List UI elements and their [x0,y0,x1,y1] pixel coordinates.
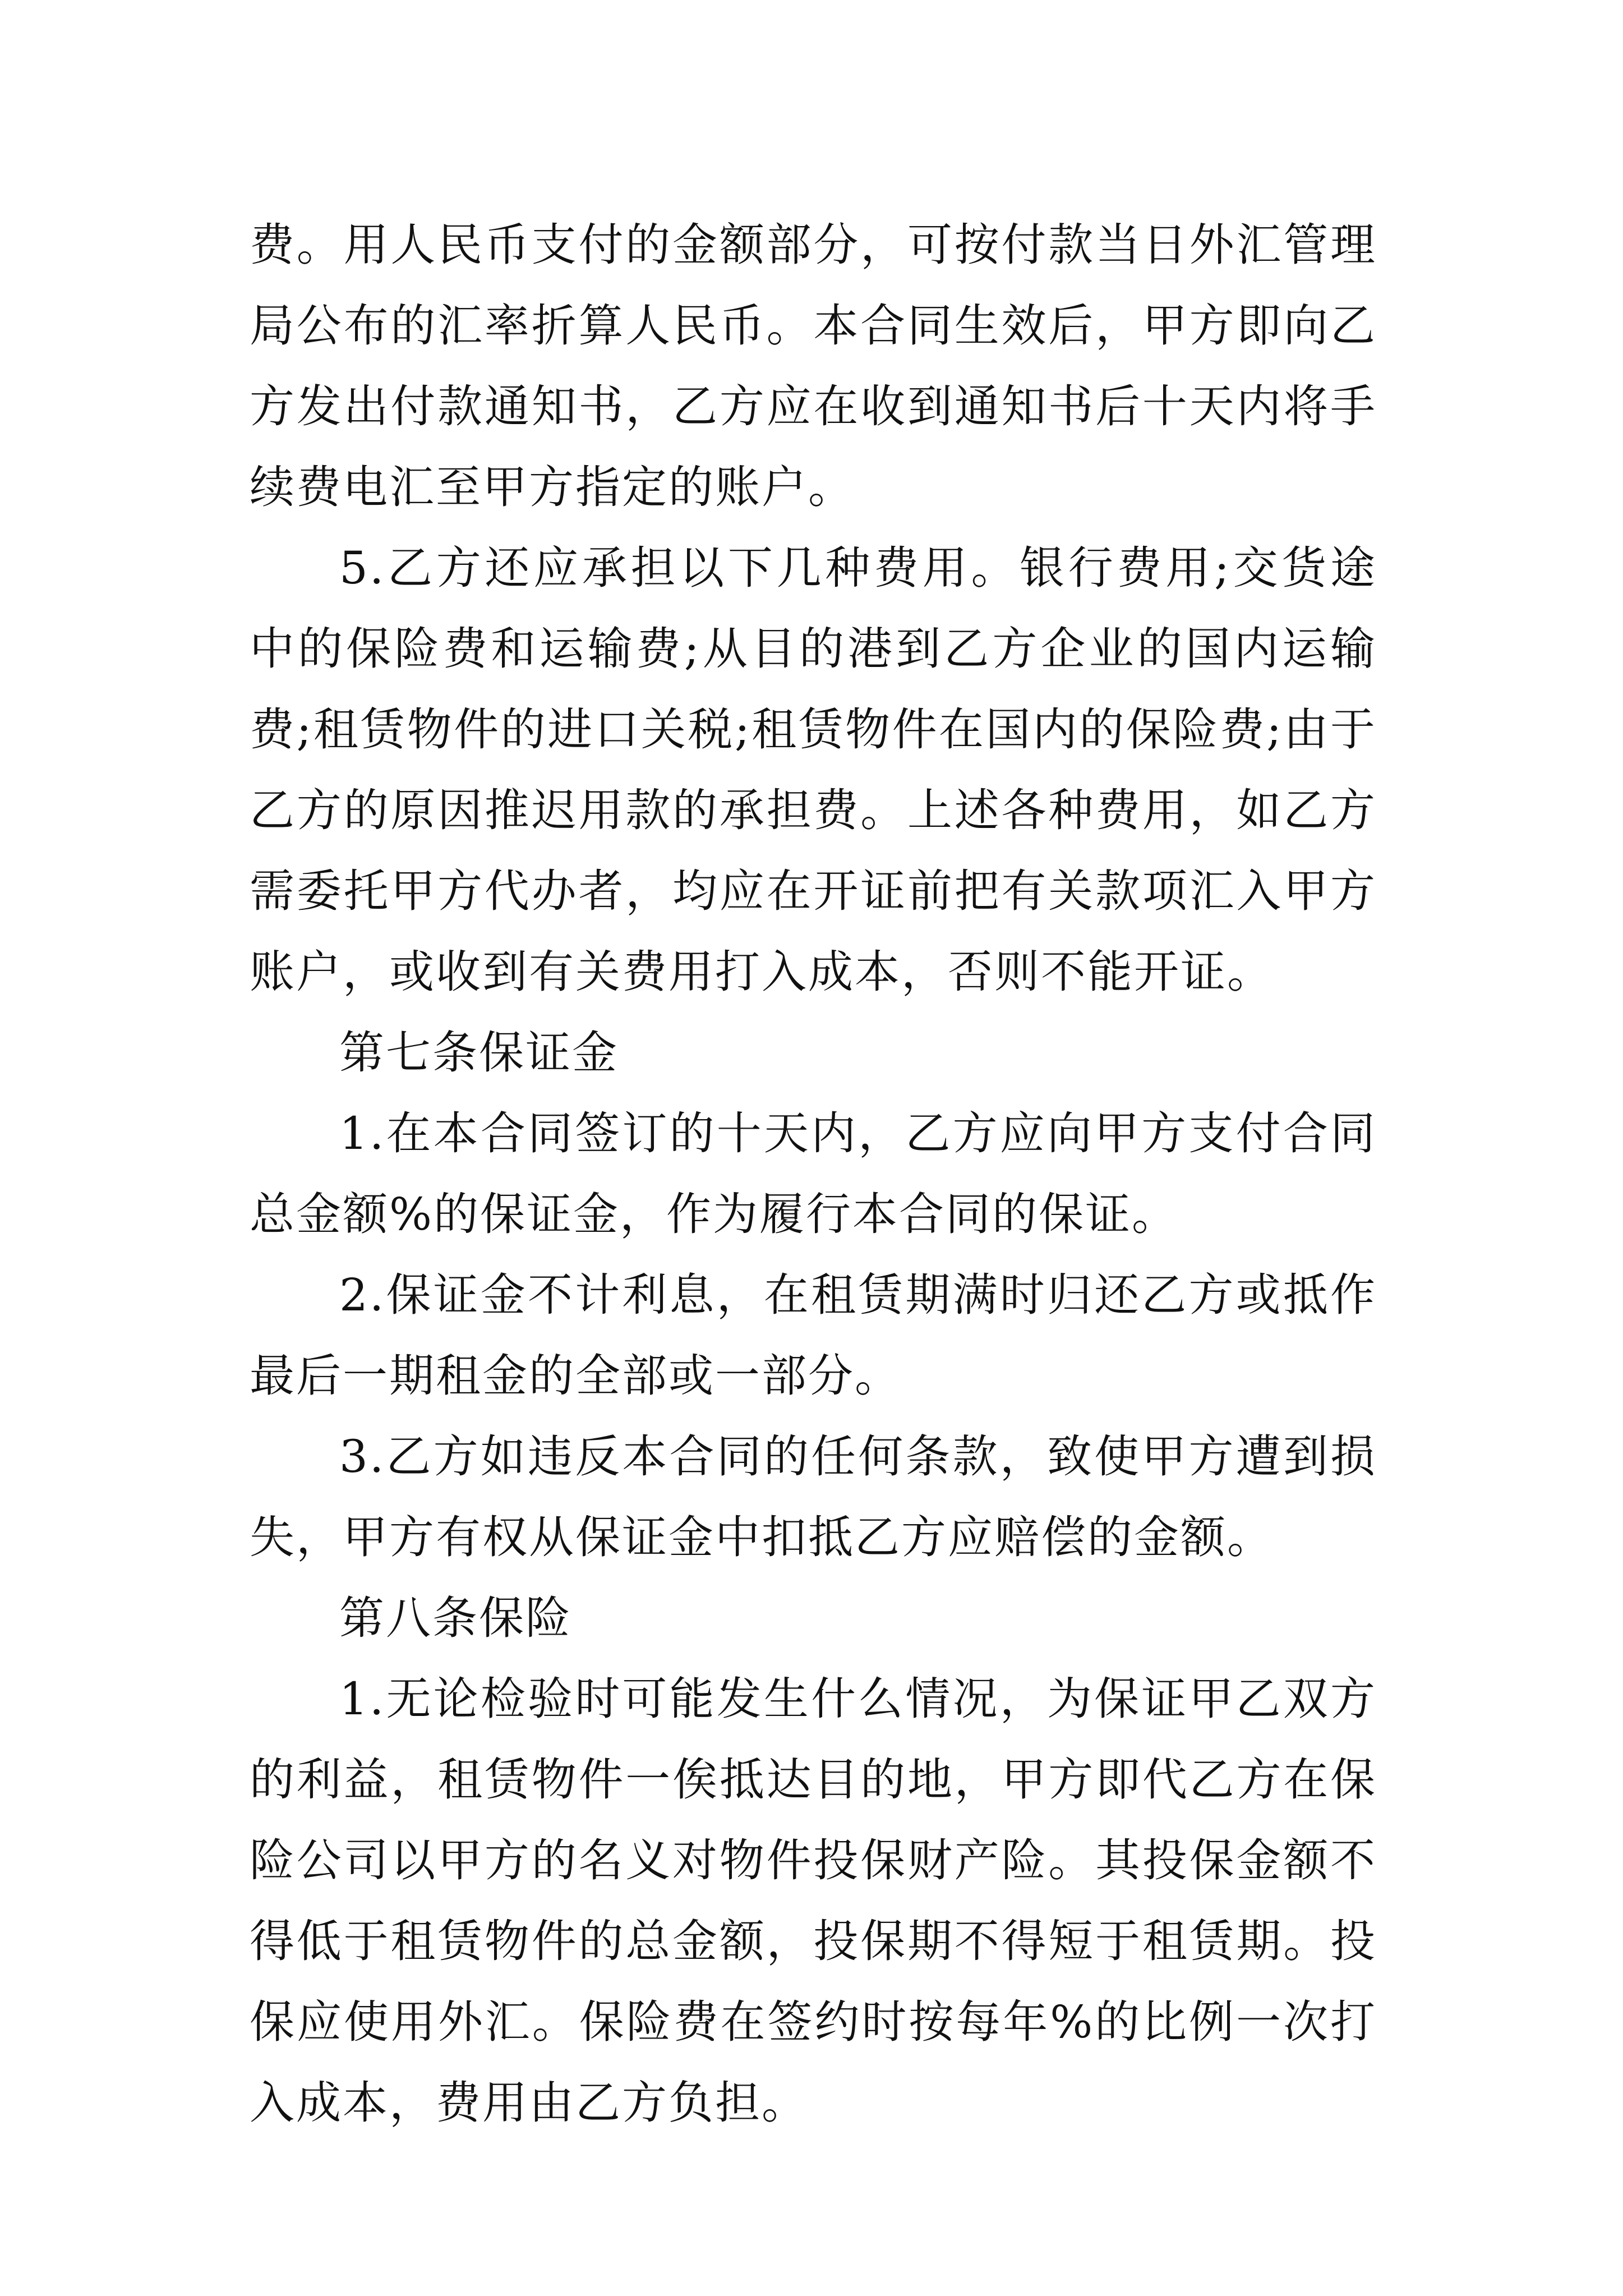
clause-paragraph-deposit-2: 2.保证金不计利息，在租赁期满时归还乙方或抵作最后一期租金的全部或一部分。 [250,1269,1377,1402]
section-heading-insurance: 第八条保险 [339,1592,572,1644]
continuation-paragraph: 费。用人民币支付的金额部分，可按付款当日外汇管理局公布的汇率折算人民币。本合同生效后，甲方即向乙方发出付款通知书，乙方应在收到通知书后十天内将手续费电汇至甲方指定的账户。 [250,219,1377,513]
clause-paragraph-deposit-3: 3.乙方如违反本合同的任何条款，致使甲方遭到损失，甲方有权从保证金中扣抵乙方应赔偿的金额。 [250,1430,1377,1563]
clause-paragraph-insurance-1: 1.无论检验时可能发生什么情况，为保证甲乙双方的利益，租赁物件一俟抵达目的地，甲方即代乙方在保险公司以甲方的名义对物件投保财产险。其投保金额不得低于租赁物件的总金额，投保期不得短于租赁期。投保应使用外汇。保险费在签约时按每年%的比例一次打入成本，费用由乙方负担。 [250,1673,1377,2129]
clause-paragraph-deposit-1: 1.在本合同签订的十天内，乙方应向甲方支付合同总金额%的保证金，作为履行本合同的保证。 [250,1107,1377,1240]
document-body [250,205,1377,2143]
section-heading-deposit: 第七条保证金 [339,1027,619,1079]
clause-paragraph-costs: 5.乙方还应承担以下几种费用。银行费用;交货途中的保险费和运输费;从目的港到乙方企业的国内运输费;租赁物件的进口关税;租赁物件在国内的保险费;由于乙方的原因推迟用款的承担费。上述各种费用，如乙方需委托甲方代办者，均应在开证前把有关款项汇入甲方账户，或收到有关费用打入成本，否则不能开证。 [250,542,1377,998]
